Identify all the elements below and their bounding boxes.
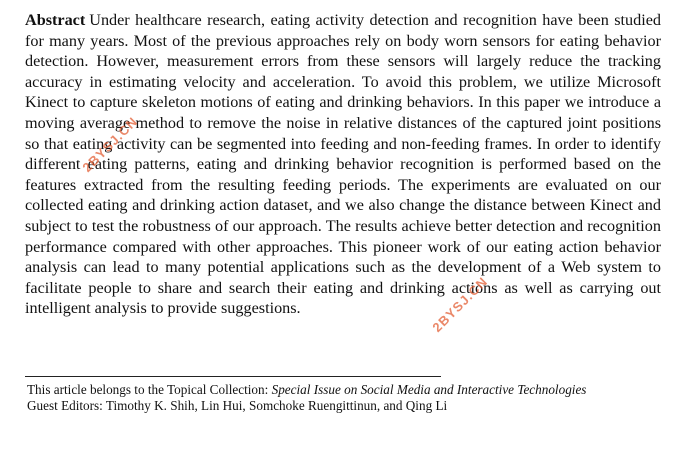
watermark-right: 2BYSJ.CN — [429, 273, 491, 335]
watermark-left: 2BYSJ.CN — [79, 113, 141, 175]
abstract-label: Abstract — [25, 11, 86, 29]
footnote-block — [27, 382, 607, 415]
collection-prefix: This article belongs to the Topical Collection: — [27, 382, 272, 397]
abstract-text: Under healthcare research, eating activity detection and recognition have been studied for many years. Most of the previous approaches rely on body worn sensors for eating behavior detection. However, measurement errors from these sensors will largely reduce the tracking accuracy in estimating velocity and acceleration. To avoid this problem, we utilize Microsoft Kinect to capture skeleton motions of eating and drinking behaviors. In this paper we introduce a moving average method to remove the noise in relative distances of the captured joint positions so that eating activity can be segmented into feeding and non-feeding frames. In order to identify different eating patterns, eating and drinking behavior recognition is performed based on the features extracted from the resulting feeding periods. The experiments are evaluated on our collected eating and drinking action dataset, and we also change the distance between Kinect and subject to test the robustness of our approach. The results achieve better detection and recognition performance compared with other approaches. This pioneer work of our eating action behavior analysis can lead to many potential applications such as the development of a Web system to facilitate people to share and search their eating and drinking actions as well as carrying out intelligent analysis to provide suggestions. — [25, 11, 661, 318]
collection-title: Special Issue on Social Media and Interactive Technologies — [271, 382, 587, 397]
collection-note — [27, 382, 607, 398]
footnote-divider — [25, 376, 441, 377]
guest-editors: Guest Editors: Timothy K. Shih, Lin Hui, Somchoke Ruengittinun, and Qing Li — [27, 398, 448, 414]
abstract-paragraph — [25, 10, 661, 319]
